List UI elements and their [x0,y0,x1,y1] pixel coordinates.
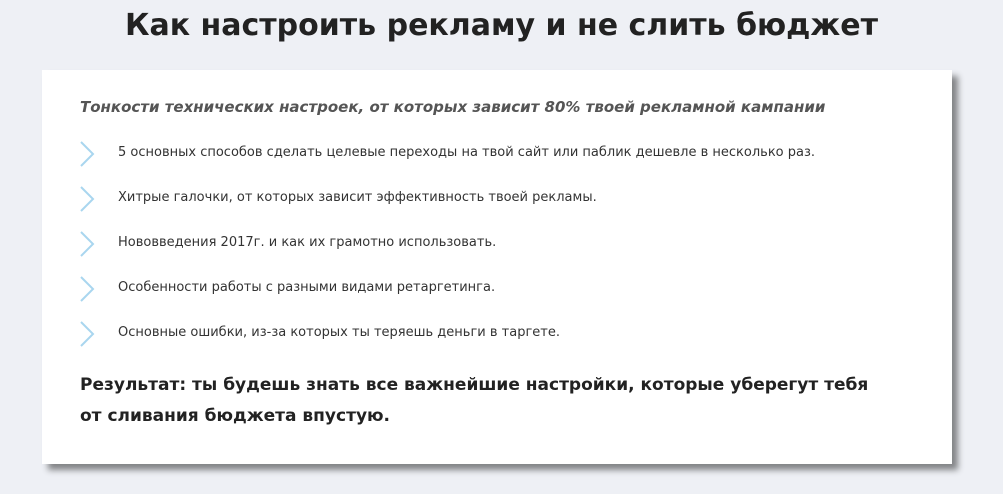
chevron-right-icon [78,185,98,213]
chevron-right-icon [78,140,98,168]
content-card [42,70,952,464]
list-item-text: 5 основных способов сделать целевые переходы на твой сайт или паблик дешевле в несколько раз. [118,145,816,160]
chevron-right-icon [78,230,98,258]
result-text [80,370,880,432]
list-item-text: Нововведения 2017г. и как их грамотно использовать. [118,235,497,250]
list-item-text: Основные ошибки, из-за которых ты теряешь деньги в таргете. [118,325,560,340]
card-subtitle: Тонкости технических настроек, от которых зависит 80% твоей рекламной кампании [80,98,826,116]
list-item-text: Хитрые галочки, от которых зависит эффективность твоей рекламы. [118,190,597,205]
chevron-right-icon [78,275,98,303]
page-title: Как настроить рекламу и не слить бюджет [124,8,879,43]
result-line-1: Результат: ты будешь знать все важнейшие настройки, которые уберегут тебя [80,375,869,395]
chevron-right-icon [78,320,98,348]
list-item-text: Особенности работы с разными видами ретаргетинга. [118,280,496,295]
result-line-2: от сливания бюджета впустую. [80,406,391,426]
